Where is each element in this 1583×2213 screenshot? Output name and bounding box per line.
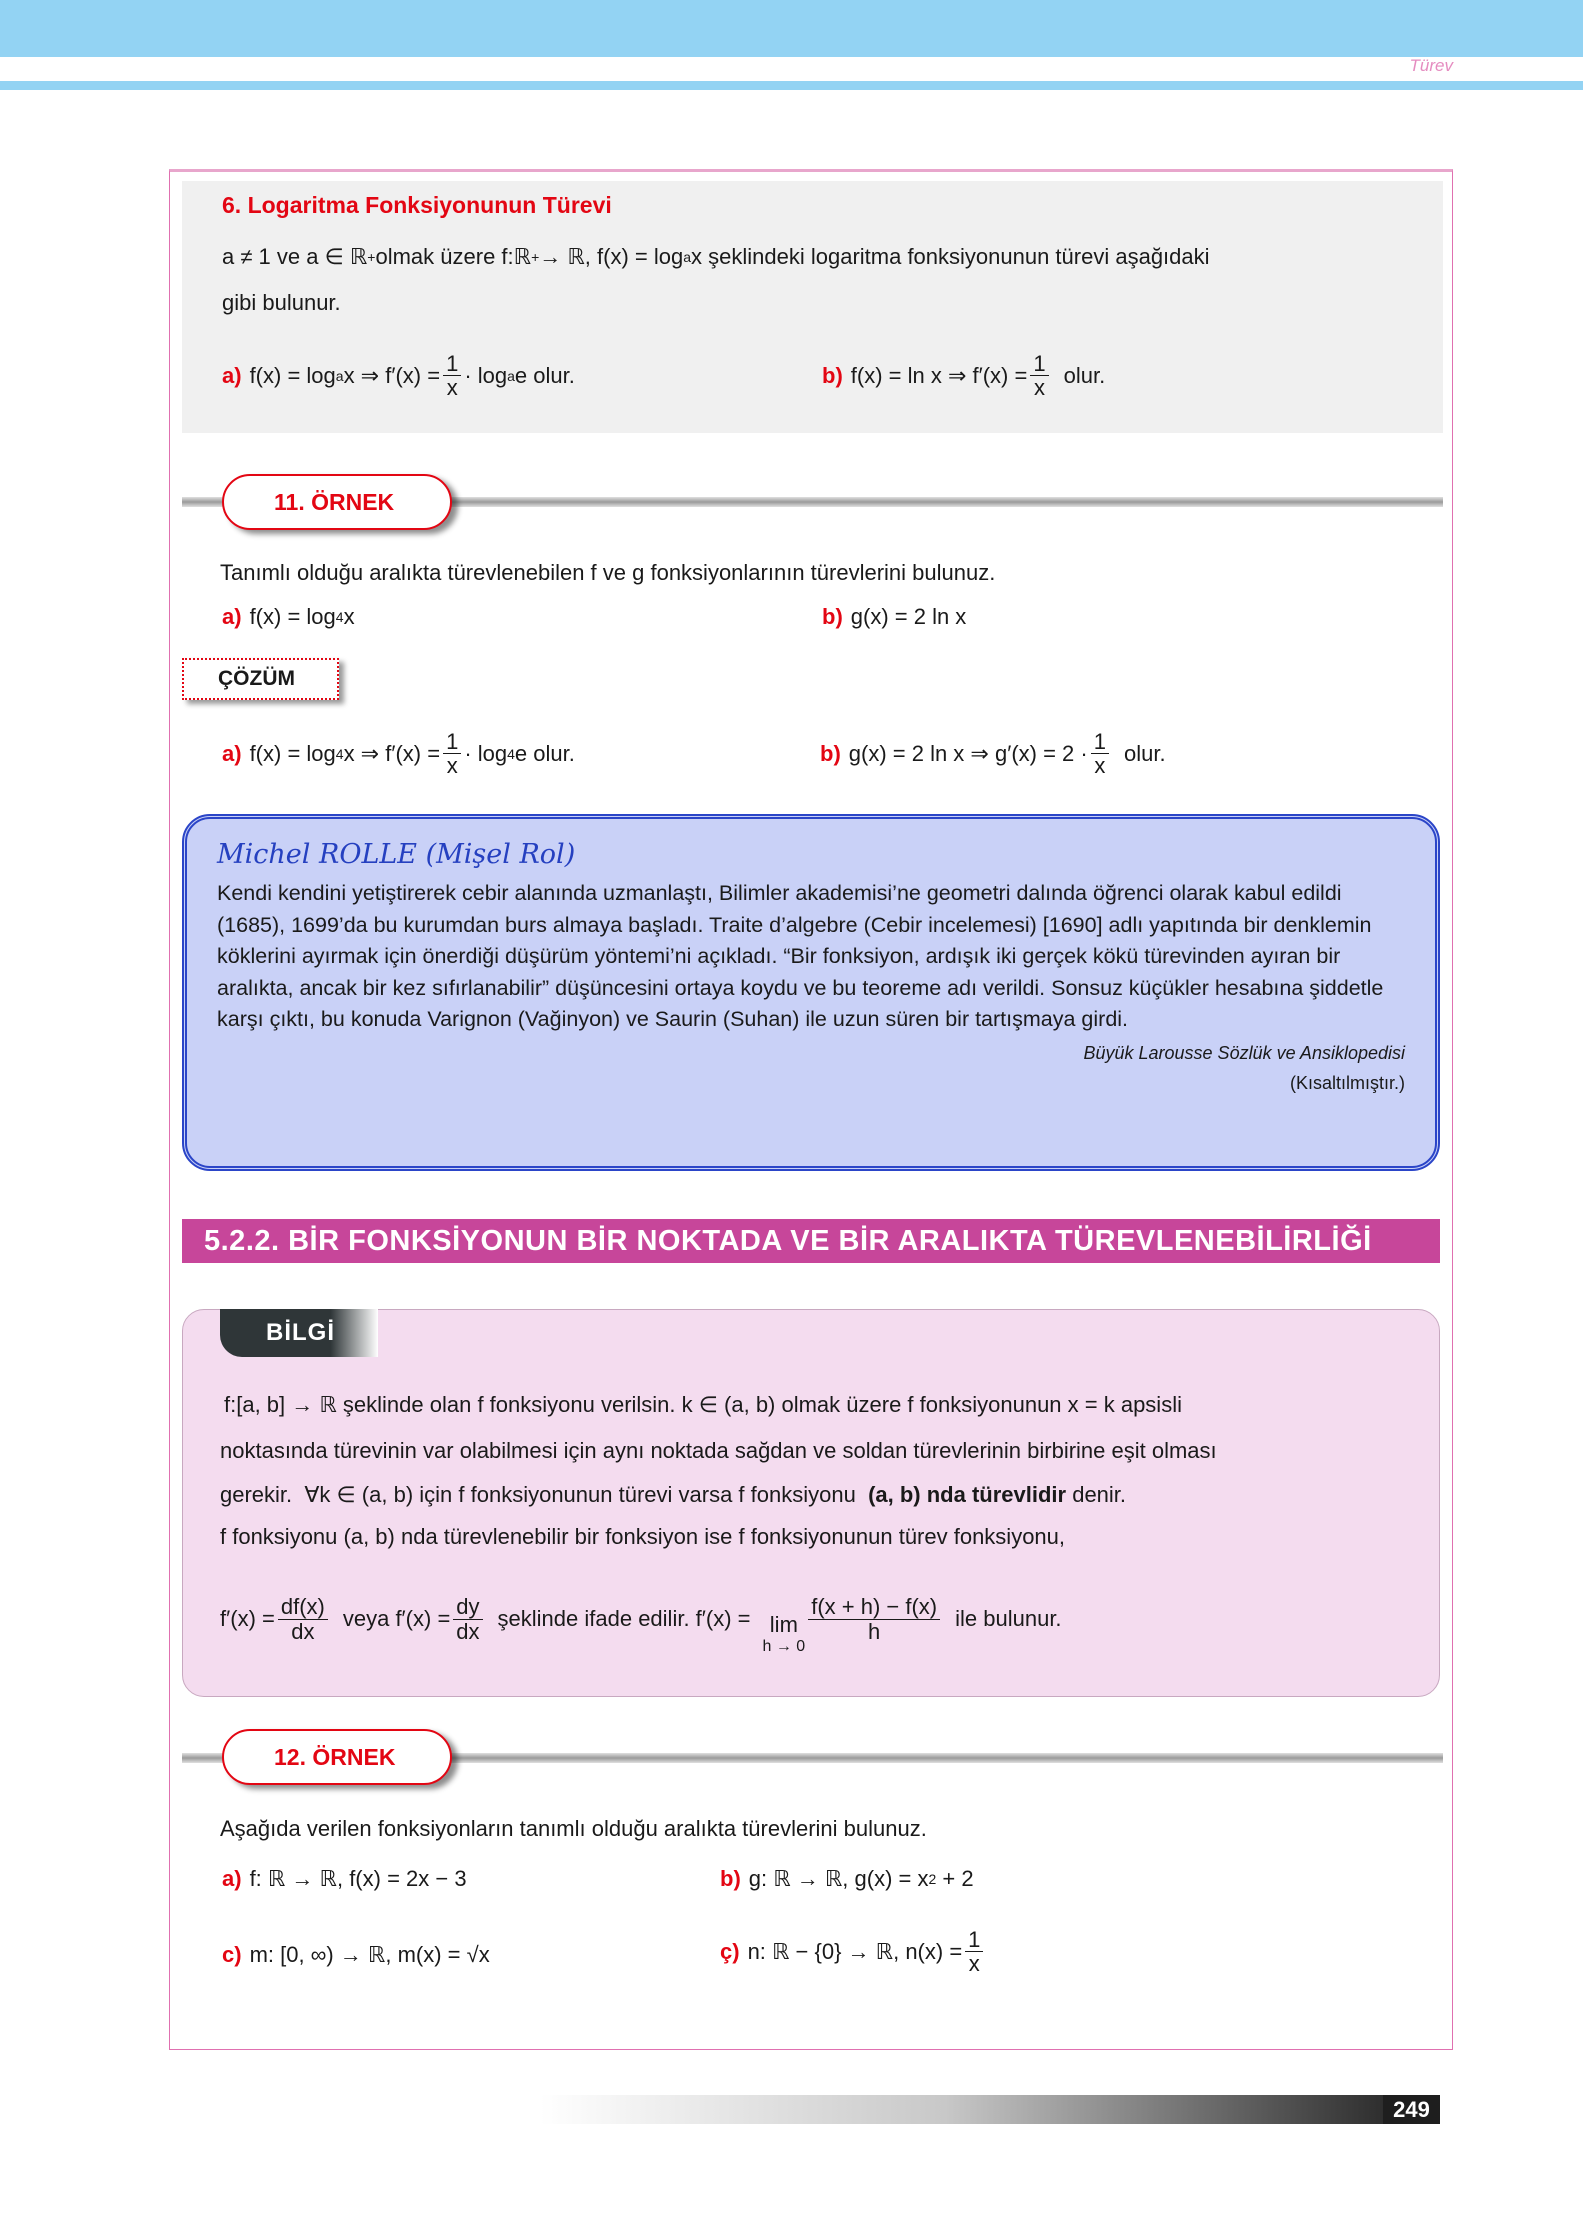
formula-b [822, 352, 1105, 399]
text: x ⇒ f′(x) = [343, 740, 441, 766]
biography-box [182, 814, 1440, 1171]
fraction [965, 1928, 983, 1975]
text: x ⇒ f′(x) = [343, 362, 441, 388]
denominator: dx [456, 1618, 480, 1644]
part-d [720, 1928, 986, 1975]
solution-label: ÇÖZÜM [182, 658, 339, 700]
numerator: dy [453, 1595, 482, 1619]
text: x şeklindeki logaritma fonksiyonunun türevi aşağıdaki [691, 244, 1210, 269]
limit [763, 1612, 806, 1656]
denominator: x [968, 1951, 980, 1977]
label: a) [222, 362, 242, 388]
info-line-4: f fonksiyonu (a, b) nda türevlenebilir bir fonksiyon ise f fonksiyonunun türev fonksiyonu, [220, 1524, 1066, 1549]
denominator: x [1094, 753, 1106, 779]
text: + 2 [936, 1866, 974, 1891]
numerator: df(x) [278, 1595, 328, 1619]
intro-line [222, 244, 1210, 270]
fraction [808, 1595, 940, 1642]
formula-a [222, 352, 575, 399]
info-line-2: noktasında türevinin var olabilmesi için aynı noktada sağdan ve soldan türevlerinin birbirine eşit olması [220, 1438, 1217, 1463]
text: denir. [1066, 1482, 1127, 1507]
bold-text: (a, b) nda türevlidir [868, 1482, 1067, 1507]
intro-line-2: gibi bulunur. [222, 290, 341, 315]
label: b) [822, 362, 843, 388]
label: c) [222, 1942, 242, 1967]
lim: lim [769, 1612, 798, 1637]
text: g: ℝ → ℝ, g(x) = x [748, 1866, 929, 1891]
numerator: 1 [443, 352, 461, 376]
text: f(x) = log [249, 604, 336, 629]
label: b) [820, 740, 841, 766]
text: şeklinde ifade edilir. f′(x) = [497, 1606, 751, 1631]
derivative-formulas [220, 1582, 1062, 1656]
question: Tanımlı olduğu aralıkta türevlenebilen f ve g fonksiyonlarının türevlerini bulunuz. [220, 560, 996, 585]
text: → ℝ, f(x) = log [539, 244, 684, 269]
label: a) [222, 1866, 242, 1891]
chapter-title: Türev [1409, 56, 1453, 75]
numerator: f(x + h) − f(x) [808, 1595, 940, 1619]
text: x [343, 604, 355, 629]
lim-subscript: h → 0 [762, 1638, 806, 1655]
text: e olur. [514, 740, 575, 766]
sub: 4 [335, 745, 344, 762]
label: a) [222, 604, 242, 629]
abridged-note: (Kısaltılmıştır.) [1289, 1072, 1405, 1093]
sup: + [531, 249, 540, 265]
info-line-1: f:[a, b] → ℝ şeklinde olan f fonksiyonu verilsin. k ∈ (a, b) olmak üzere f fonksiyonunun x = k apsisli [224, 1392, 1182, 1417]
denominator: dx [291, 1618, 315, 1644]
label: b) [822, 604, 843, 629]
example-12-label: 12. ÖRNEK [222, 1729, 452, 1785]
fraction [278, 1595, 328, 1642]
top-rule [0, 81, 1583, 90]
biography-title: Michel ROLLE (Mişel Rol) [217, 839, 576, 870]
text: f′(x) = [220, 1606, 275, 1631]
text: ile bulunur. [955, 1606, 1062, 1631]
text: veya f′(x) = [342, 1606, 451, 1631]
numerator: 1 [1091, 730, 1109, 754]
text: g(x) = 2 ln x ⇒ g′(x) = 2 · [848, 740, 1088, 766]
part-b [720, 1866, 974, 1892]
text: · log [464, 362, 508, 388]
text: olmak üzere f:ℝ [375, 244, 532, 269]
part-b [822, 604, 966, 630]
fraction [453, 1595, 482, 1642]
sub: 4 [335, 609, 344, 625]
label: b) [720, 1866, 741, 1891]
text: f(x) = ln x ⇒ f′(x) = [850, 362, 1028, 388]
numerator: 1 [443, 730, 461, 754]
text: e olur. [514, 362, 575, 388]
question: Aşağıda verilen fonksiyonların tanımlı olduğu aralıkta türevlerini bulunuz. [220, 1816, 927, 1841]
sub: 4 [507, 745, 515, 762]
solution-a [222, 730, 575, 777]
part-a [222, 604, 355, 630]
text: f: ℝ → ℝ, f(x) = 2x − 3 [249, 1866, 467, 1891]
fraction [1030, 352, 1048, 399]
numerator: 1 [965, 1928, 983, 1952]
sub: a [683, 249, 692, 265]
denominator: x [446, 375, 458, 401]
numerator: 1 [1030, 352, 1048, 376]
biography-body: Kendi kendini yetiştirerek cebir alanında uzmanlaştı, Bilimler akademisi’ne geometri dalında öğrenci olarak kabul edildi (1685), 1699’da bu kurumdan burs almaya başladı. Traite d’algebre (Cebir incelemesi) [1690] adlı yapıtında bir denklemin köklerini ayırmak için önerdiği düşürüm yöntemi’ni açıkladı. “Bir fonksiyon, ardışık iki gerçek kökü türevinden ayıran bir aralıkta, ancak bir kez sıfırlanabilir” düşüncesini ortaya koydu ve bu teoreme adı verildi. Sonsuz küçükler hesabına şiddetle karşı çıktı, bu konuda Varignon (Vağinyon) ve Saurin (Suhan) ile uzun süren bir tartışmaya girdi. [217, 881, 1384, 1031]
text: a ≠ 1 ve a ∈ ℝ [222, 244, 368, 269]
text: f(x) = log [249, 740, 336, 766]
source-citation: Büyük Larousse Sözlük ve Ansiklopedisi [1083, 1042, 1405, 1063]
denominator: x [1033, 375, 1045, 401]
sub: a [507, 367, 515, 384]
text: n: ℝ − {0} → ℝ, n(x) = [747, 1938, 963, 1964]
sub: a [335, 367, 344, 384]
info-line-3 [220, 1482, 1126, 1508]
fraction [443, 730, 461, 777]
label: ç) [720, 1938, 740, 1964]
text: · log [464, 740, 508, 766]
denominator: x [446, 753, 458, 779]
fraction [443, 352, 461, 399]
footer-bar [540, 2095, 1440, 2124]
section-heading: 5.2.2. BİR FONKSİYONUN BİR NOKTADA VE BİR ARALIKTA TÜREVLENEBİLİRLİĞİ [182, 1219, 1440, 1263]
text: olur. [1063, 362, 1106, 388]
solution-b [820, 730, 1166, 777]
page-number: 249 [1383, 2095, 1440, 2124]
text: m: [0, ∞) → ℝ, m(x) = √x [249, 1942, 490, 1967]
sup: 2 [928, 1871, 937, 1887]
label: a) [222, 740, 242, 766]
part-c [222, 1942, 490, 1968]
denominator: h [868, 1618, 881, 1644]
info-label: BİLGİ [220, 1309, 378, 1357]
text: f(x) = log [249, 362, 336, 388]
sup: + [367, 249, 376, 265]
fraction [1091, 730, 1109, 777]
top-banner [0, 0, 1583, 57]
text: g(x) = 2 ln x [850, 604, 967, 629]
section-title: 6. Logaritma Fonksiyonunun Türevi [222, 192, 612, 218]
text: olur. [1123, 740, 1166, 766]
example-11-label: 11. ÖRNEK [222, 474, 452, 530]
text: gerekir. ∀k ∈ (a, b) için f fonksiyonunun türevi varsa f fonksiyonu [220, 1482, 869, 1507]
part-a [222, 1866, 467, 1892]
